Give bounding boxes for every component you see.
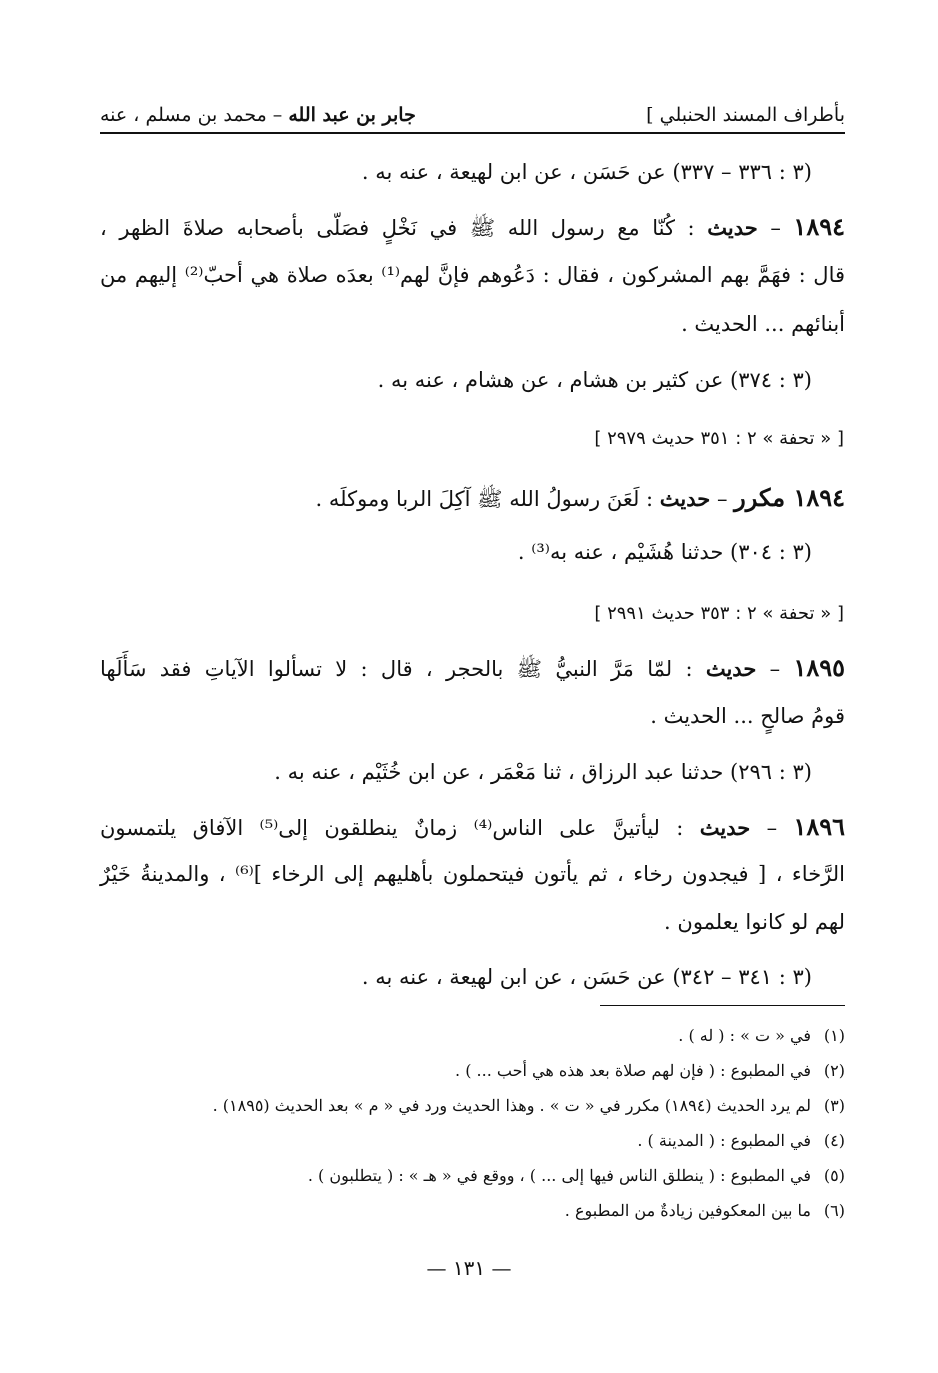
hadith-number: ١٨٩٥ [793,653,845,682]
footnote [678,1026,845,1045]
source-line: (٣ : ٣٣٦ – ٣٣٧) عن حَسَن ، عن ابن لهيعة ، عنه به . [361,160,812,184]
footnote-marker: (٦) [823,1201,845,1220]
hadith-line: ١٨٩٥ – حديث : لمّا مَرَّ النبيُّ ﷺ بالحجر ، قال : لا تسألوا الآياتِ فقد سَأَلَها [100,653,845,682]
hadith-number: ١٨٩٦ [793,812,846,841]
footnote-separator [600,1005,845,1006]
footnote [213,1096,845,1115]
page-number: — ١٣١ — [426,1256,512,1280]
header-section-title [100,104,416,126]
footnote [637,1131,845,1150]
hadith-line: قومُ صالحٍ ... الحديث . [650,704,845,728]
hadith-line: الرَّخاء ، [ فيجدون رخاء ، ثم يأتون فيتحملون بأهليهم إلى الرخاء ]⁽⁶⁾ ، والمدينةُ خَيْرٌ [100,862,845,886]
hadith-line: قال : فهَمَّ بهم المشركون ، فقال : دَعُوهم فإنَّ لهم⁽¹⁾ بعدَه صلاة هي أحبّ⁽²⁾ إليهم من [100,263,846,287]
footnote-marker: (٤) [823,1131,845,1150]
hadith-line: لهم لو كانوا يعلمون . [664,910,845,934]
footnote-text: في « ت » : ( له ) . [678,1026,811,1045]
tuhfa-reference: [ « تحفة » ٢ : ٣٥٣ حديث ٢٩٩١ ] [594,603,844,624]
footnote-text: في المطبوع : ( فإن لهم صلاة بعد هذه هي أحب ... ) . [455,1061,811,1080]
hadith-keyword: حديث [659,486,711,511]
footnote-marker: (٢) [823,1061,845,1080]
tuhfa-reference: [ « تحفة » ٢ : ٣٥١ حديث ٢٩٧٩ ] [594,428,844,449]
hadith-number: ١٨٩٤ [793,212,845,241]
hadith-text: : لَعَنَ رسولُ الله ﷺ آكِلَ الربا وموكلَه . [315,487,660,511]
footnote [565,1201,845,1220]
source-line: (٣ : ٣٧٤) عن كثير بن هشام ، عن هشام ، عنه به . [377,368,812,392]
hadith-keyword: حديث [705,656,757,681]
header-narrator: جابر بن عبد الله [288,104,416,126]
running-header [100,98,845,134]
hadith-line: أبنائهم ... الحديث . [681,312,845,336]
footnote-text: في المطبوع : ( ينطلق الناس فيها إلى ... ) ، ووقع في « هـ » : ( يتطلبون ) . [307,1166,811,1185]
hadith-text: : لمّا مَرَّ النبيُّ ﷺ بالحجر ، قال : لا تسألوا الآياتِ فقد سَأَلَها [100,657,706,681]
footnote-text: في المطبوع : ( المدينة ) . [637,1131,811,1150]
header-chain: – محمد بن مسلم ، عنه [100,104,289,126]
source-line: (٣ : ٢٩٦) حدثنا عبد الرزاق ، ثنا مَعْمَر ، عن ابن خُثَيْم ، عنه به . [274,760,812,784]
hadith-number: ١٨٩٤ مكرر [734,483,845,512]
source-line: (٣ : ٣٤١ – ٣٤٢) عن حَسَن ، عن ابن لهيعة ، عنه به . [361,965,812,989]
footnote-marker: (٥) [823,1166,845,1185]
footnote-text: لم يرد الحديث (١٨٩٤) مكرر في « ت » . وهذا الحديث ورد في « م » بعد الحديث (١٨٩٥) . [212,1096,811,1115]
source-line: (٣ : ٣٠٤) حدثنا هُشَيْم ، عنه به⁽³⁾ . [517,540,812,564]
footnote-text: ما بين المعكوفين زيادةٌ من المطبوع . [564,1201,811,1220]
hadith-keyword: حديث [699,815,751,840]
hadith-text: : ليأتينَّ على الناس⁽⁴⁾ زمانٌ ينطلقون إلى⁽⁵⁾ الآفاق يلتمسون [100,816,700,840]
footnote-marker: (٣) [823,1096,845,1115]
footnote-marker: (١) [823,1026,845,1045]
header-book-title: بأطراف المسند الحنبلي ] [646,104,845,126]
footnote [308,1166,845,1185]
hadith-line: ١٨٩٤ مكرر – حديث : لَعَنَ رسولُ الله ﷺ آكِلَ الربا وموكلَه . [315,483,845,512]
hadith-keyword: حديث [707,215,758,240]
hadith-text: : كُنّا مع رسول الله ﷺ في نَخْلٍ فصَلّى بأصحابه صلاةَ الظهر ، [100,216,708,240]
footnote [455,1061,845,1080]
hadith-line: ١٨٩٦ – حديث : ليأتينَّ على الناس⁽⁴⁾ زمانٌ ينطلقون إلى⁽⁵⁾ الآفاق يلتمسون [100,812,846,841]
hadith-line: ١٨٩٤ – حديث : كُنّا مع رسول الله ﷺ في نَخْلٍ فصَلّى بأصحابه صلاةَ الظهر ، [100,212,845,241]
